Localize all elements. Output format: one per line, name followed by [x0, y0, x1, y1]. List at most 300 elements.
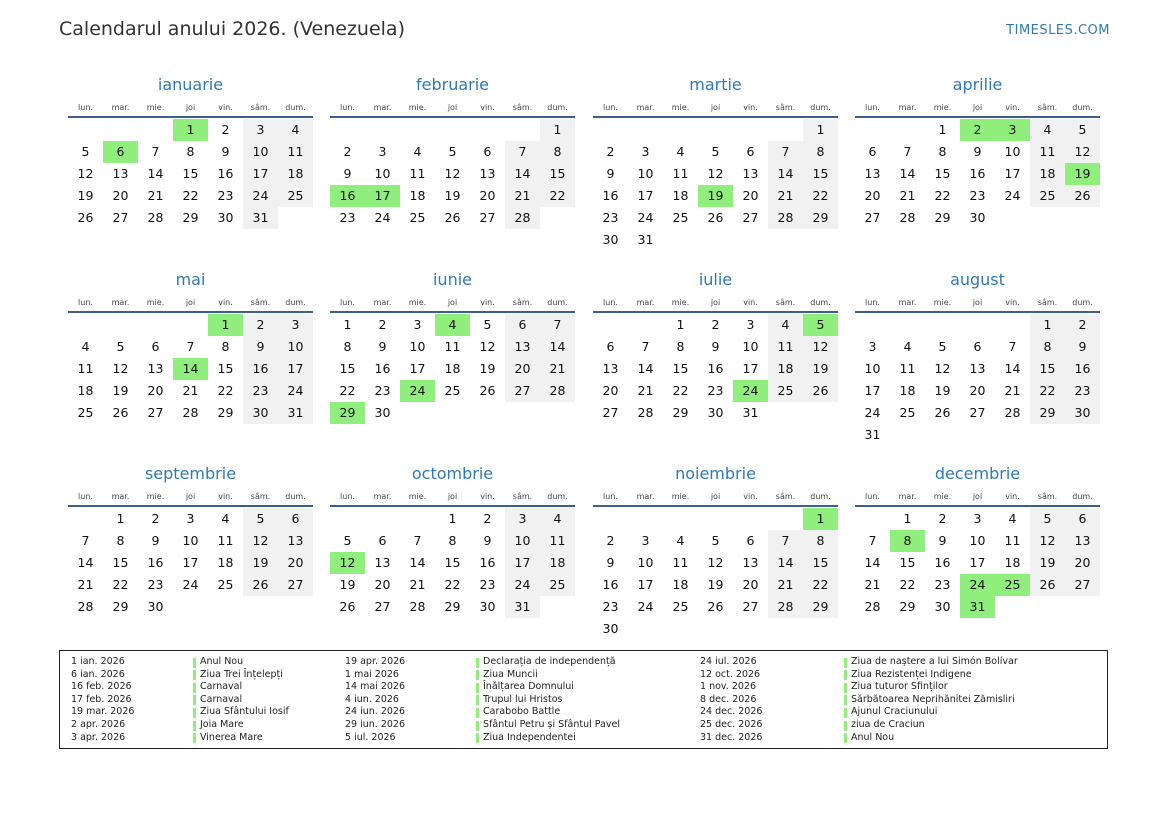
- day-cell[interactable]: 18: [672, 577, 689, 592]
- day-cell[interactable]: 15: [112, 555, 129, 570]
- day-cell[interactable]: 3: [641, 144, 650, 159]
- day-cell[interactable]: 6: [505, 314, 540, 336]
- day-cell[interactable]: 7: [151, 144, 160, 159]
- day-cell[interactable]: 11: [768, 336, 803, 358]
- day-cell[interactable]: 1: [448, 511, 457, 526]
- day-cell[interactable]: 5: [116, 339, 125, 354]
- day-cell[interactable]: 10: [409, 339, 426, 354]
- day-cell[interactable]: 27: [969, 405, 986, 420]
- day-cell[interactable]: 14: [768, 163, 803, 185]
- day-cell[interactable]: 31: [637, 232, 654, 247]
- day-cell[interactable]: 23: [147, 577, 164, 592]
- day-cell[interactable]: 26: [934, 405, 951, 420]
- day-cell[interactable]: 16: [374, 361, 391, 376]
- day-cell[interactable]: 14: [147, 166, 164, 181]
- day-cell[interactable]: 18: [1004, 555, 1021, 570]
- day-cell[interactable]: 16: [147, 555, 164, 570]
- day-cell[interactable]: 9: [483, 533, 492, 548]
- day-cell[interactable]: 26: [1030, 574, 1065, 596]
- day-cell[interactable]: 25: [899, 405, 916, 420]
- day-cell[interactable]: 6: [278, 508, 313, 530]
- day-cell[interactable]: 4: [903, 339, 912, 354]
- day-cell[interactable]: 11: [1004, 533, 1021, 548]
- day-cell[interactable]: 31: [243, 207, 278, 229]
- day-cell[interactable]: 3: [413, 317, 422, 332]
- day-cell[interactable]: 14: [768, 552, 803, 574]
- day-cell[interactable]: 9: [378, 339, 387, 354]
- day-cell[interactable]: 21: [77, 577, 94, 592]
- day-cell[interactable]: 13: [969, 361, 986, 376]
- day-cell[interactable]: 28: [147, 210, 164, 225]
- day-cell[interactable]: 14: [899, 166, 916, 181]
- day-cell[interactable]: 20: [112, 188, 129, 203]
- day-cell[interactable]: 19: [77, 188, 94, 203]
- day-cell[interactable]: 13: [602, 361, 619, 376]
- day-cell[interactable]: 4: [676, 533, 685, 548]
- day-cell[interactable]: 28: [540, 380, 575, 402]
- day-cell[interactable]: 27: [742, 599, 759, 614]
- holiday-day-cell[interactable]: 6: [103, 141, 138, 163]
- day-cell[interactable]: 16: [243, 358, 278, 380]
- day-cell[interactable]: 25: [278, 185, 313, 207]
- day-cell[interactable]: 9: [221, 144, 230, 159]
- day-cell[interactable]: 18: [278, 163, 313, 185]
- day-cell[interactable]: 27: [147, 405, 164, 420]
- day-cell[interactable]: 8: [938, 144, 947, 159]
- day-cell[interactable]: 17: [864, 383, 881, 398]
- day-cell[interactable]: 26: [1065, 185, 1100, 207]
- day-cell[interactable]: 28: [637, 405, 654, 420]
- day-cell[interactable]: 27: [864, 210, 881, 225]
- day-cell[interactable]: 25: [409, 210, 426, 225]
- day-cell[interactable]: 29: [803, 596, 838, 618]
- day-cell[interactable]: 21: [505, 185, 540, 207]
- day-cell[interactable]: 23: [602, 210, 619, 225]
- day-cell[interactable]: 22: [899, 577, 916, 592]
- day-cell[interactable]: 13: [374, 555, 391, 570]
- day-cell[interactable]: 28: [768, 596, 803, 618]
- day-cell[interactable]: 5: [448, 144, 457, 159]
- day-cell[interactable]: 28: [77, 599, 94, 614]
- day-cell[interactable]: 4: [768, 314, 803, 336]
- day-cell[interactable]: 15: [217, 361, 234, 376]
- day-cell[interactable]: 19: [243, 552, 278, 574]
- day-cell[interactable]: 28: [899, 210, 916, 225]
- holiday-day-cell[interactable]: 29: [330, 402, 365, 424]
- day-cell[interactable]: 27: [278, 574, 313, 596]
- day-cell[interactable]: 7: [641, 339, 650, 354]
- holiday-day-cell[interactable]: 24: [960, 574, 995, 596]
- day-cell[interactable]: 16: [969, 166, 986, 181]
- day-cell[interactable]: 4: [413, 144, 422, 159]
- day-cell[interactable]: 29: [934, 210, 951, 225]
- holiday-day-cell[interactable]: 3: [995, 119, 1030, 141]
- day-cell[interactable]: 20: [374, 577, 391, 592]
- holiday-day-cell[interactable]: 31: [960, 596, 995, 618]
- holiday-day-cell[interactable]: 24: [400, 380, 435, 402]
- day-cell[interactable]: 16: [479, 555, 496, 570]
- day-cell[interactable]: 12: [1030, 530, 1065, 552]
- day-cell[interactable]: 1: [540, 119, 575, 141]
- day-cell[interactable]: 26: [112, 405, 129, 420]
- day-cell[interactable]: 1: [903, 511, 912, 526]
- day-cell[interactable]: 19: [479, 361, 496, 376]
- day-cell[interactable]: 20: [1065, 552, 1100, 574]
- holiday-day-cell[interactable]: 14: [173, 358, 208, 380]
- day-cell[interactable]: 10: [374, 166, 391, 181]
- day-cell[interactable]: 7: [1008, 339, 1017, 354]
- day-cell[interactable]: 19: [112, 383, 129, 398]
- day-cell[interactable]: 30: [707, 405, 724, 420]
- day-cell[interactable]: 22: [672, 383, 689, 398]
- day-cell[interactable]: 27: [742, 210, 759, 225]
- day-cell[interactable]: 14: [637, 361, 654, 376]
- day-cell[interactable]: 19: [934, 383, 951, 398]
- day-cell[interactable]: 13: [479, 166, 496, 181]
- day-cell[interactable]: 24: [374, 210, 391, 225]
- day-cell[interactable]: 23: [969, 188, 986, 203]
- day-cell[interactable]: 22: [182, 188, 199, 203]
- day-cell[interactable]: 30: [147, 599, 164, 614]
- day-cell[interactable]: 2: [1065, 314, 1100, 336]
- day-cell[interactable]: 2: [378, 317, 387, 332]
- day-cell[interactable]: 4: [81, 339, 90, 354]
- day-cell[interactable]: 5: [1030, 508, 1065, 530]
- day-cell[interactable]: 21: [637, 383, 654, 398]
- day-cell[interactable]: 4: [221, 511, 230, 526]
- day-cell[interactable]: 15: [444, 555, 461, 570]
- day-cell[interactable]: 7: [868, 533, 877, 548]
- day-cell[interactable]: 5: [343, 533, 352, 548]
- day-cell[interactable]: 27: [602, 405, 619, 420]
- day-cell[interactable]: 31: [742, 405, 759, 420]
- day-cell[interactable]: 27: [112, 210, 129, 225]
- day-cell[interactable]: 9: [606, 166, 615, 181]
- day-cell[interactable]: 1: [938, 122, 947, 137]
- day-cell[interactable]: 5: [483, 317, 492, 332]
- day-cell[interactable]: 25: [540, 574, 575, 596]
- day-cell[interactable]: 17: [637, 577, 654, 592]
- day-cell[interactable]: 2: [483, 511, 492, 526]
- day-cell[interactable]: 22: [803, 574, 838, 596]
- day-cell[interactable]: 17: [1004, 166, 1021, 181]
- day-cell[interactable]: 24: [637, 599, 654, 614]
- day-cell[interactable]: 20: [602, 383, 619, 398]
- day-cell[interactable]: 13: [1065, 530, 1100, 552]
- day-cell[interactable]: 14: [409, 555, 426, 570]
- day-cell[interactable]: 9: [711, 339, 720, 354]
- day-cell[interactable]: 25: [217, 577, 234, 592]
- day-cell[interactable]: 26: [803, 380, 838, 402]
- day-cell[interactable]: 8: [676, 339, 685, 354]
- day-cell[interactable]: 31: [278, 402, 313, 424]
- holiday-day-cell[interactable]: 2: [960, 119, 995, 141]
- day-cell[interactable]: 22: [112, 577, 129, 592]
- day-cell[interactable]: 20: [864, 188, 881, 203]
- day-cell[interactable]: 31: [864, 427, 881, 442]
- day-cell[interactable]: 6: [973, 339, 982, 354]
- day-cell[interactable]: 26: [77, 210, 94, 225]
- day-cell[interactable]: 6: [746, 144, 755, 159]
- day-cell[interactable]: 5: [711, 144, 720, 159]
- day-cell[interactable]: 19: [707, 577, 724, 592]
- day-cell[interactable]: 10: [1004, 144, 1021, 159]
- day-cell[interactable]: 17: [409, 361, 426, 376]
- day-cell[interactable]: 23: [374, 383, 391, 398]
- day-cell[interactable]: 29: [217, 405, 234, 420]
- day-cell[interactable]: 18: [77, 383, 94, 398]
- day-cell[interactable]: 3: [378, 144, 387, 159]
- day-cell[interactable]: 30: [934, 599, 951, 614]
- day-cell[interactable]: 8: [343, 339, 352, 354]
- day-cell[interactable]: 18: [409, 188, 426, 203]
- day-cell[interactable]: 8: [186, 144, 195, 159]
- day-cell[interactable]: 16: [707, 361, 724, 376]
- day-cell[interactable]: 13: [742, 166, 759, 181]
- day-cell[interactable]: 16: [217, 166, 234, 181]
- day-cell[interactable]: 24: [864, 405, 881, 420]
- day-cell[interactable]: 26: [339, 599, 356, 614]
- day-cell[interactable]: 12: [1065, 141, 1100, 163]
- day-cell[interactable]: 9: [151, 533, 160, 548]
- day-cell[interactable]: 23: [243, 380, 278, 402]
- day-cell[interactable]: 22: [339, 383, 356, 398]
- day-cell[interactable]: 29: [899, 599, 916, 614]
- day-cell[interactable]: 11: [540, 530, 575, 552]
- day-cell[interactable]: 18: [540, 552, 575, 574]
- day-cell[interactable]: 18: [217, 555, 234, 570]
- day-cell[interactable]: 28: [864, 599, 881, 614]
- holiday-day-cell[interactable]: 17: [365, 185, 400, 207]
- day-cell[interactable]: 21: [768, 574, 803, 596]
- day-cell[interactable]: 4: [1030, 119, 1065, 141]
- day-cell[interactable]: 29: [444, 599, 461, 614]
- day-cell[interactable]: 1: [803, 119, 838, 141]
- day-cell[interactable]: 11: [672, 166, 689, 181]
- day-cell[interactable]: 22: [934, 188, 951, 203]
- day-cell[interactable]: 6: [868, 144, 877, 159]
- day-cell[interactable]: 23: [339, 210, 356, 225]
- day-cell[interactable]: 24: [1004, 188, 1021, 203]
- day-cell[interactable]: 29: [803, 207, 838, 229]
- holiday-day-cell[interactable]: 1: [173, 119, 208, 141]
- day-cell[interactable]: 24: [182, 577, 199, 592]
- day-cell[interactable]: 8: [803, 530, 838, 552]
- day-cell[interactable]: 16: [602, 188, 619, 203]
- day-cell[interactable]: 15: [934, 166, 951, 181]
- day-cell[interactable]: 23: [217, 188, 234, 203]
- day-cell[interactable]: 3: [186, 511, 195, 526]
- day-cell[interactable]: 6: [746, 533, 755, 548]
- day-cell[interactable]: 12: [444, 166, 461, 181]
- day-cell[interactable]: 25: [672, 210, 689, 225]
- day-cell[interactable]: 19: [1030, 552, 1065, 574]
- day-cell[interactable]: 20: [147, 383, 164, 398]
- day-cell[interactable]: 18: [444, 361, 461, 376]
- day-cell[interactable]: 2: [606, 144, 615, 159]
- day-cell[interactable]: 30: [374, 405, 391, 420]
- day-cell[interactable]: 21: [409, 577, 426, 592]
- day-cell[interactable]: 28: [409, 599, 426, 614]
- holiday-day-cell[interactable]: 25: [995, 574, 1030, 596]
- day-cell[interactable]: 11: [409, 166, 426, 181]
- day-cell[interactable]: 12: [112, 361, 129, 376]
- day-cell[interactable]: 7: [186, 339, 195, 354]
- day-cell[interactable]: 28: [505, 207, 540, 229]
- holiday-day-cell[interactable]: 16: [330, 185, 365, 207]
- day-cell[interactable]: 11: [217, 533, 234, 548]
- holiday-day-cell[interactable]: 1: [208, 314, 243, 336]
- day-cell[interactable]: 7: [768, 530, 803, 552]
- day-cell[interactable]: 4: [278, 119, 313, 141]
- day-cell[interactable]: 28: [1004, 405, 1021, 420]
- day-cell[interactable]: 2: [938, 511, 947, 526]
- day-cell[interactable]: 28: [182, 405, 199, 420]
- day-cell[interactable]: 29: [112, 599, 129, 614]
- day-cell[interactable]: 6: [1065, 508, 1100, 530]
- day-cell[interactable]: 6: [151, 339, 160, 354]
- day-cell[interactable]: 24: [637, 210, 654, 225]
- day-cell[interactable]: 19: [339, 577, 356, 592]
- day-cell[interactable]: 4: [676, 144, 685, 159]
- holiday-day-cell[interactable]: 24: [733, 380, 768, 402]
- day-cell[interactable]: 18: [672, 188, 689, 203]
- day-cell[interactable]: 9: [243, 336, 278, 358]
- day-cell[interactable]: 11: [278, 141, 313, 163]
- day-cell[interactable]: 9: [1065, 336, 1100, 358]
- day-cell[interactable]: 10: [637, 166, 654, 181]
- day-cell[interactable]: 27: [1065, 574, 1100, 596]
- day-cell[interactable]: 7: [540, 314, 575, 336]
- day-cell[interactable]: 30: [602, 232, 619, 247]
- day-cell[interactable]: 11: [77, 361, 94, 376]
- day-cell[interactable]: 25: [444, 383, 461, 398]
- day-cell[interactable]: 13: [112, 166, 129, 181]
- day-cell[interactable]: 16: [1065, 358, 1100, 380]
- day-cell[interactable]: 26: [444, 210, 461, 225]
- day-cell[interactable]: 30: [1065, 402, 1100, 424]
- day-cell[interactable]: 19: [444, 188, 461, 203]
- day-cell[interactable]: 8: [221, 339, 230, 354]
- day-cell[interactable]: 6: [483, 144, 492, 159]
- day-cell[interactable]: 7: [768, 141, 803, 163]
- day-cell[interactable]: 8: [448, 533, 457, 548]
- day-cell[interactable]: 9: [938, 533, 947, 548]
- day-cell[interactable]: 3: [278, 314, 313, 336]
- day-cell[interactable]: 12: [243, 530, 278, 552]
- day-cell[interactable]: 2: [151, 511, 160, 526]
- day-cell[interactable]: 10: [278, 336, 313, 358]
- day-cell[interactable]: 13: [742, 555, 759, 570]
- day-cell[interactable]: 18: [899, 383, 916, 398]
- holiday-day-cell[interactable]: 19: [1065, 163, 1100, 185]
- day-cell[interactable]: 10: [637, 555, 654, 570]
- day-cell[interactable]: 7: [81, 533, 90, 548]
- day-cell[interactable]: 10: [969, 533, 986, 548]
- day-cell[interactable]: 7: [413, 533, 422, 548]
- day-cell[interactable]: 8: [116, 533, 125, 548]
- day-cell[interactable]: 22: [217, 383, 234, 398]
- day-cell[interactable]: 26: [479, 383, 496, 398]
- day-cell[interactable]: 11: [672, 555, 689, 570]
- day-cell[interactable]: 8: [803, 141, 838, 163]
- day-cell[interactable]: 23: [479, 577, 496, 592]
- day-cell[interactable]: 16: [602, 577, 619, 592]
- day-cell[interactable]: 14: [505, 163, 540, 185]
- day-cell[interactable]: 11: [444, 339, 461, 354]
- day-cell[interactable]: 15: [1030, 358, 1065, 380]
- day-cell[interactable]: 27: [374, 599, 391, 614]
- day-cell[interactable]: 7: [903, 144, 912, 159]
- day-cell[interactable]: 2: [221, 122, 230, 137]
- day-cell[interactable]: 25: [1030, 185, 1065, 207]
- day-cell[interactable]: 28: [768, 207, 803, 229]
- day-cell[interactable]: 12: [707, 166, 724, 181]
- day-cell[interactable]: 21: [182, 383, 199, 398]
- day-cell[interactable]: 9: [606, 555, 615, 570]
- day-cell[interactable]: 12: [934, 361, 951, 376]
- day-cell[interactable]: 30: [602, 621, 619, 636]
- day-cell[interactable]: 20: [742, 188, 759, 203]
- day-cell[interactable]: 13: [147, 361, 164, 376]
- day-cell[interactable]: 8: [540, 141, 575, 163]
- day-cell[interactable]: 21: [540, 358, 575, 380]
- day-cell[interactable]: 21: [768, 185, 803, 207]
- day-cell[interactable]: 12: [803, 336, 838, 358]
- day-cell[interactable]: 9: [343, 166, 352, 181]
- day-cell[interactable]: 16: [934, 555, 951, 570]
- holiday-day-cell[interactable]: 4: [435, 314, 470, 336]
- day-cell[interactable]: 20: [742, 577, 759, 592]
- day-cell[interactable]: 19: [803, 358, 838, 380]
- day-cell[interactable]: 20: [278, 552, 313, 574]
- day-cell[interactable]: 13: [505, 336, 540, 358]
- day-cell[interactable]: 10: [742, 339, 759, 354]
- day-cell[interactable]: 2: [243, 314, 278, 336]
- day-cell[interactable]: 15: [339, 361, 356, 376]
- day-cell[interactable]: 11: [1030, 141, 1065, 163]
- day-cell[interactable]: 20: [969, 383, 986, 398]
- day-cell[interactable]: 2: [606, 533, 615, 548]
- day-cell[interactable]: 17: [742, 361, 759, 376]
- day-cell[interactable]: 3: [243, 119, 278, 141]
- day-cell[interactable]: 25: [77, 405, 94, 420]
- day-cell[interactable]: 12: [77, 166, 94, 181]
- day-cell[interactable]: 24: [243, 185, 278, 207]
- day-cell[interactable]: 30: [217, 210, 234, 225]
- day-cell[interactable]: 15: [672, 361, 689, 376]
- day-cell[interactable]: 27: [505, 380, 540, 402]
- holiday-day-cell[interactable]: 5: [803, 314, 838, 336]
- day-cell[interactable]: 2: [343, 144, 352, 159]
- day-cell[interactable]: 31: [505, 596, 540, 618]
- day-cell[interactable]: 22: [444, 577, 461, 592]
- day-cell[interactable]: 26: [707, 210, 724, 225]
- day-cell[interactable]: 13: [864, 166, 881, 181]
- day-cell[interactable]: 5: [711, 533, 720, 548]
- day-cell[interactable]: 29: [1030, 402, 1065, 424]
- day-cell[interactable]: 18: [1030, 163, 1065, 185]
- day-cell[interactable]: 15: [899, 555, 916, 570]
- day-cell[interactable]: 1: [1030, 314, 1065, 336]
- day-cell[interactable]: 15: [803, 552, 838, 574]
- day-cell[interactable]: 3: [641, 533, 650, 548]
- day-cell[interactable]: 5: [81, 144, 90, 159]
- day-cell[interactable]: 17: [637, 188, 654, 203]
- day-cell[interactable]: 21: [899, 188, 916, 203]
- day-cell[interactable]: 29: [182, 210, 199, 225]
- day-cell[interactable]: 22: [1030, 380, 1065, 402]
